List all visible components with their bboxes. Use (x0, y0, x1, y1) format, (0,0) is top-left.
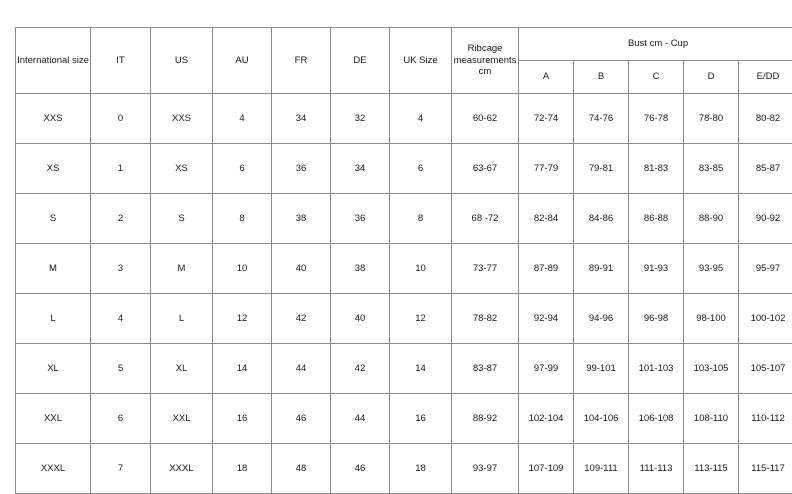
cell-de: 46 (331, 444, 390, 494)
cell-it: 4 (91, 294, 151, 344)
cell-uk: 4 (390, 94, 452, 144)
cell-cup-c: 96-98 (629, 294, 684, 344)
cell-uk: 8 (390, 194, 452, 244)
cell-cup-b: 89-91 (574, 244, 629, 294)
cell-cup-d: 103-105 (684, 344, 739, 394)
cell-cup-a: 97-99 (519, 344, 574, 394)
cell-de: 36 (331, 194, 390, 244)
cell-cup-d: 98-100 (684, 294, 739, 344)
cell-cup-c: 81-83 (629, 144, 684, 194)
header-row-main (16, 28, 792, 61)
cell-uk: 18 (390, 444, 452, 494)
table-row (16, 194, 792, 244)
cell-de: 38 (331, 244, 390, 294)
cell-au: 14 (213, 344, 272, 394)
cell-fr: 46 (272, 394, 331, 444)
cell-international-size: S (16, 194, 91, 244)
cell-uk: 16 (390, 394, 452, 444)
header-cup-edd: E/DD (739, 61, 792, 94)
header-au: AU (213, 28, 272, 94)
cell-au: 12 (213, 294, 272, 344)
cell-cup-edd: 95-97 (739, 244, 792, 294)
cell-cup-d: 88-90 (684, 194, 739, 244)
cell-international-size: XS (16, 144, 91, 194)
cell-cup-b: 104-106 (574, 394, 629, 444)
header-international-size: International size (16, 28, 91, 94)
cell-au: 16 (213, 394, 272, 444)
cell-us: XXS (151, 94, 213, 144)
cell-uk: 14 (390, 344, 452, 394)
header-bust-cup-group: Bust cm - Cup (519, 28, 792, 61)
header-ribcage-measurements: Ribcage measurements cm (452, 28, 519, 94)
cell-fr: 48 (272, 444, 331, 494)
cell-ribcage: 73-77 (452, 244, 519, 294)
cell-us: XXL (151, 394, 213, 444)
cell-cup-d: 108-110 (684, 394, 739, 444)
cell-international-size: XXXL (16, 444, 91, 494)
cell-cup-a: 72-74 (519, 94, 574, 144)
cell-fr: 36 (272, 144, 331, 194)
cell-cup-b: 109-111 (574, 444, 629, 494)
header-de: DE (331, 28, 390, 94)
cell-fr: 38 (272, 194, 331, 244)
cell-uk: 6 (390, 144, 452, 194)
cell-international-size: L (16, 294, 91, 344)
cell-cup-a: 102-104 (519, 394, 574, 444)
cell-ribcage: 93-97 (452, 444, 519, 494)
cell-cup-c: 91-93 (629, 244, 684, 294)
cell-de: 40 (331, 294, 390, 344)
cell-au: 8 (213, 194, 272, 244)
cell-ribcage: 60-62 (452, 94, 519, 144)
size-chart-table (15, 27, 792, 494)
cell-cup-edd: 110-112 (739, 394, 792, 444)
cell-cup-d: 83-85 (684, 144, 739, 194)
cell-au: 6 (213, 144, 272, 194)
cell-de: 42 (331, 344, 390, 394)
cell-cup-a: 77-79 (519, 144, 574, 194)
header-uk-size: UK Size (390, 28, 452, 94)
cell-cup-c: 106-108 (629, 394, 684, 444)
header-fr: FR (272, 28, 331, 94)
cell-it: 2 (91, 194, 151, 244)
cell-it: 3 (91, 244, 151, 294)
cell-it: 6 (91, 394, 151, 444)
header-it: IT (91, 28, 151, 94)
header-cup-b: B (574, 61, 629, 94)
cell-fr: 34 (272, 94, 331, 144)
cell-it: 0 (91, 94, 151, 144)
table-row (16, 294, 792, 344)
cell-de: 34 (331, 144, 390, 194)
header-us: US (151, 28, 213, 94)
cell-cup-b: 99-101 (574, 344, 629, 394)
cell-fr: 40 (272, 244, 331, 294)
cell-cup-b: 94-96 (574, 294, 629, 344)
cell-cup-edd: 85-87 (739, 144, 792, 194)
cell-ribcage: 83-87 (452, 344, 519, 394)
table-row (16, 94, 792, 144)
cell-us: XXXL (151, 444, 213, 494)
table-row (16, 144, 792, 194)
cell-it: 5 (91, 344, 151, 394)
cell-au: 10 (213, 244, 272, 294)
cell-us: XS (151, 144, 213, 194)
cell-it: 7 (91, 444, 151, 494)
cell-cup-edd: 90-92 (739, 194, 792, 244)
cell-uk: 12 (390, 294, 452, 344)
cell-cup-d: 93-95 (684, 244, 739, 294)
table-header (16, 28, 792, 94)
cell-cup-a: 107-109 (519, 444, 574, 494)
cell-au: 18 (213, 444, 272, 494)
cell-us: L (151, 294, 213, 344)
cell-au: 4 (213, 94, 272, 144)
cell-fr: 44 (272, 344, 331, 394)
cell-us: S (151, 194, 213, 244)
cell-cup-edd: 115-117 (739, 444, 792, 494)
table-row (16, 394, 792, 444)
table-body (16, 94, 792, 494)
cell-cup-a: 87-89 (519, 244, 574, 294)
cell-international-size: M (16, 244, 91, 294)
cell-cup-edd: 80-82 (739, 94, 792, 144)
cell-international-size: XXL (16, 394, 91, 444)
table-row (16, 444, 792, 494)
cell-ribcage: 78-82 (452, 294, 519, 344)
cell-ribcage: 63-67 (452, 144, 519, 194)
cell-cup-b: 79-81 (574, 144, 629, 194)
cell-it: 1 (91, 144, 151, 194)
cell-cup-d: 113-115 (684, 444, 739, 494)
cell-cup-b: 84-86 (574, 194, 629, 244)
cell-cup-d: 78-80 (684, 94, 739, 144)
table-row (16, 344, 792, 394)
cell-cup-c: 111-113 (629, 444, 684, 494)
cell-ribcage: 88-92 (452, 394, 519, 444)
cell-de: 44 (331, 394, 390, 444)
header-cup-a: A (519, 61, 574, 94)
header-cup-d: D (684, 61, 739, 94)
cell-uk: 10 (390, 244, 452, 294)
cell-cup-edd: 100-102 (739, 294, 792, 344)
cell-fr: 42 (272, 294, 331, 344)
table-row (16, 244, 792, 294)
cell-cup-a: 82-84 (519, 194, 574, 244)
cell-cup-a: 92-94 (519, 294, 574, 344)
cell-international-size: XXS (16, 94, 91, 144)
cell-us: M (151, 244, 213, 294)
cell-cup-c: 101-103 (629, 344, 684, 394)
cell-cup-c: 76-78 (629, 94, 684, 144)
header-cup-c: C (629, 61, 684, 94)
cell-cup-b: 74-76 (574, 94, 629, 144)
cell-de: 32 (331, 94, 390, 144)
cell-us: XL (151, 344, 213, 394)
cell-ribcage: 68 -72 (452, 194, 519, 244)
cell-cup-c: 86-88 (629, 194, 684, 244)
cell-international-size: XL (16, 344, 91, 394)
cell-cup-edd: 105-107 (739, 344, 792, 394)
